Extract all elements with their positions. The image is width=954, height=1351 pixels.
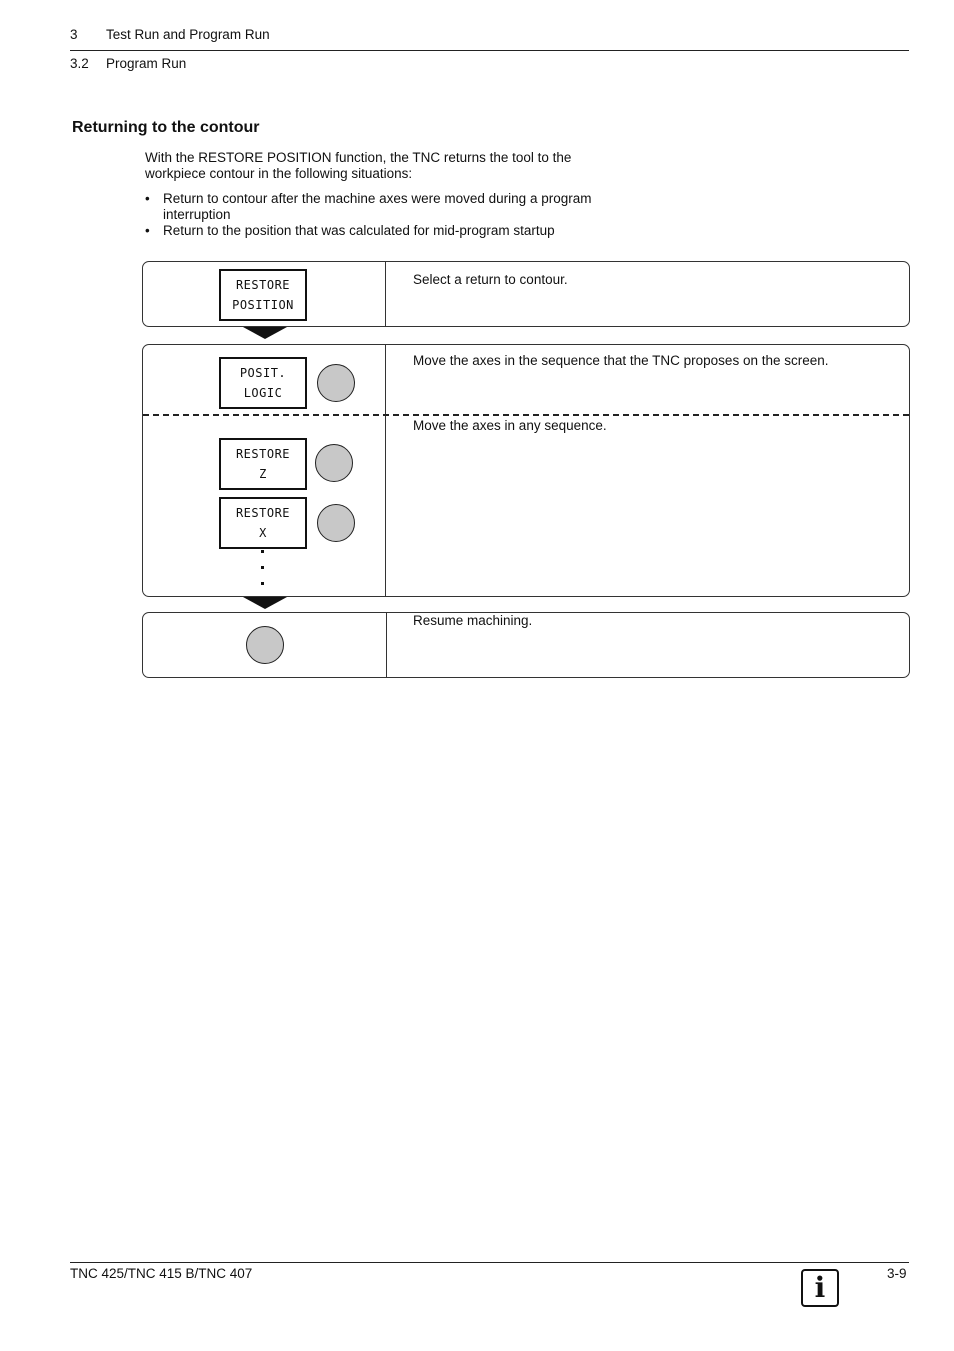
step-1-text: Select a return to contour. [413,272,568,287]
step-3-text: Resume machining. [413,613,533,628]
softkey-line: POSITION [232,298,294,312]
step-1-box [142,261,910,327]
softkey-line: POSIT. [239,366,287,380]
step-2b-text: Move the axes in any sequence. [413,418,607,433]
posit-logic-softkey[interactable] [219,357,307,409]
softkey-line: LOGIC [243,386,283,400]
softkey-line: Z [259,467,267,481]
list-item: • Return to the position that was calculated for mid-program startup [145,223,595,239]
flow-arrow-1 [243,327,287,339]
step-2a-text: Move the axes in the sequence that the TNC proposes on the screen. [413,353,829,368]
header-rule [70,50,909,51]
continuation-dot [261,582,264,585]
restore-z-softkey[interactable] [219,438,307,490]
continuation-dot [261,566,264,569]
footer-model: TNC 425/TNC 415 B/TNC 407 [70,1266,253,1281]
page-number: 3-9 [887,1266,907,1281]
list-item: • Return to contour after the machine axes were moved during a program interruption [145,191,595,223]
step-3-box [142,612,910,678]
restore-x-softkey[interactable] [219,497,307,549]
info-icon: i [801,1269,839,1307]
softkey-line: RESTORE [235,278,291,292]
nc-start-key[interactable] [317,364,355,402]
step-2-box [142,344,910,597]
situation-list [145,191,595,239]
flow-arrow-2 [243,597,287,609]
column-divider [385,262,386,326]
softkey-line: X [259,526,267,540]
page-title: Returning to the contour [72,119,260,136]
intro-paragraph: With the RESTORE POSITION function, the TNC returns the tool to the workpiece contour in the following situations: [145,150,572,181]
column-divider [386,613,387,677]
nc-start-key[interactable] [246,626,284,664]
dashed-separator [143,414,909,416]
footer-rule [70,1262,909,1263]
continuation-dot [261,550,264,553]
nc-start-key[interactable] [315,444,353,482]
nc-start-key[interactable] [317,504,355,542]
section-number: 3.2 [70,56,89,71]
chapter-title: Test Run and Program Run [106,27,270,42]
restore-position-softkey[interactable] [219,269,307,321]
section-title: Program Run [106,56,187,71]
softkey-line: RESTORE [235,447,291,461]
softkey-line: RESTORE [235,506,291,520]
column-divider [385,345,386,596]
chapter-number: 3 [70,27,78,42]
